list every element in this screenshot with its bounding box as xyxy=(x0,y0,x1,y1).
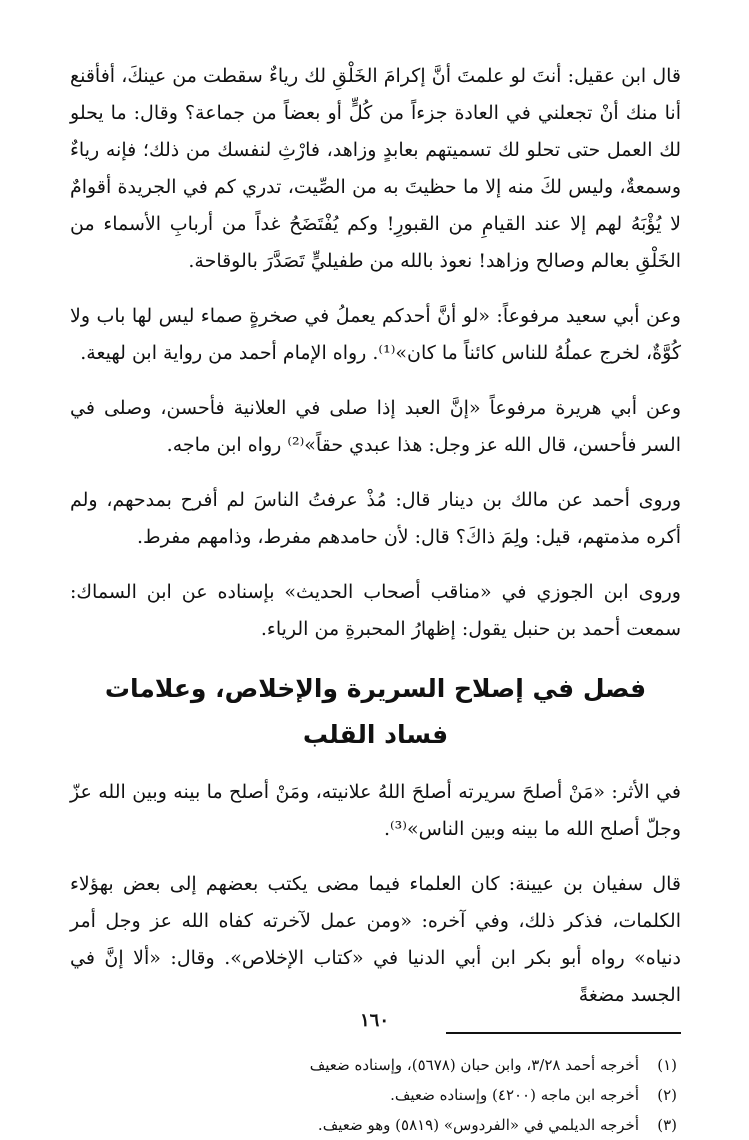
footnotes xyxy=(70,1050,681,1140)
paragraph-ibn-aqil: قال ابن عقيل: أنتَ لو علمتَ أنَّ إكرامَ الخَلْقِ لك رياءٌ سقطت من عينكَ، أفأقنع أنا منك أنْ تجعلني في العادة جزءاً من كُلٍّ أو بعضاً من جماعة؟ وقال: ما يحلو لك العمل حتى تحلو لك تسميتهم بعابدٍ وزاهد، فارْثِ لنفسك من ذلك؛ فإنه رياءٌ وسمعةٌ، وليس لكَ منه إلا ما حظيتَ به من الصِّيت، تدري كم في الجريدة أقوامٌ لا يُؤْبَهُ لهم إلا عند القيامِ من القبورِ! وكم يُفْتَضَحُ غداً من أربابِ الأسماء من الخَلْقِ بعالم وصالح وزاهد! نعوذ بالله من طفيليٍّ تَصَدَّرَ بالوقاحة. xyxy=(70,65,681,272)
page-number: ١٦٠ xyxy=(359,1010,389,1031)
footnote-number: (٢) xyxy=(657,1086,677,1104)
footnote-text: أخرجه ابن ماجه (٤٢٠٠) وإسناده ضعيف. xyxy=(390,1086,639,1104)
page-body xyxy=(70,58,681,1140)
paragraph-sufyan: قال سفيان بن عيينة: كان العلماء فيما مضى يكتب بعضهم إلى بعض بهؤلاء الكلمات، فذكر ذلك، وفي آخره: «ومن عمل لآخرته كفاه الله عز وجل أمر دنياه» رواه أبو بكر ابن أبي الدنيا في «كتاب الإخلاص». وقال: «ألا إنَّ في الجسد مضغةً xyxy=(70,873,681,1006)
footnote-text: أخرجه الديلمي في «الفردوس» (٥٨١٩) وهو ضعيف. xyxy=(317,1116,639,1134)
footnote-number: (١) xyxy=(657,1056,677,1074)
footnote-item xyxy=(70,1050,681,1080)
footnote-text: أخرجه أحمد ٣/٢٨، وابن حبان (٥٦٧٨)، وإسناده ضعيف xyxy=(309,1056,639,1074)
footnote-number: (٣) xyxy=(657,1116,677,1134)
footnote-item xyxy=(70,1080,681,1110)
paragraph-abu-said: وعن أبي سعيد مرفوعاً: «لو أنَّ أحدكم يعملُ في صخرةٍ صماء ليس لها باب ولا كُوَّةٌ، لخرج عملُهُ للناس كائناً ما كان»⁽¹⁾. رواه الإمام أحمد من رواية ابن لهيعة. xyxy=(70,305,681,364)
paragraph-malik-ibn-dinar: وروى أحمد عن مالك بن دينار قال: مُذْ عرفتُ الناسَ لم أفرح بمدحهم، ولم أكره مذمتهم، قيل: ولِمَ ذاكَ؟ قال: لأن حامدهم مفرط، وذامهم مفرط. xyxy=(70,489,681,548)
footnote-item xyxy=(70,1110,681,1140)
paragraph-athar: في الأثر: «مَنْ أصلحَ سريرته أصلحَ اللهُ علانيته، ومَنْ أصلح ما بينه وبين الله عزّ وجلّ أصلح الله ما بينه وبين الناس»⁽³⁾. xyxy=(70,781,681,840)
section-heading: فصل في إصلاح السريرة والإخلاص، وعلامات فساد القلب xyxy=(104,674,647,749)
footnote-separator xyxy=(446,1032,681,1034)
paragraph-ibn-al-jawzi: وروى ابن الجوزي في «مناقب أصحاب الحديث» بإسناده عن ابن السماك: سمعت أحمد بن حنبل يقول: إظهارُ المحبرةِ من الرياء. xyxy=(70,581,681,640)
paragraph-abu-hurayra: وعن أبي هريرة مرفوعاً «إنَّ العبد إذا صلى في العلانية فأحسن، وصلى في السر فأحسن، قال الله عز وجل: هذا عبدي حقاً»⁽²⁾ رواه ابن ماجه. xyxy=(70,397,681,456)
